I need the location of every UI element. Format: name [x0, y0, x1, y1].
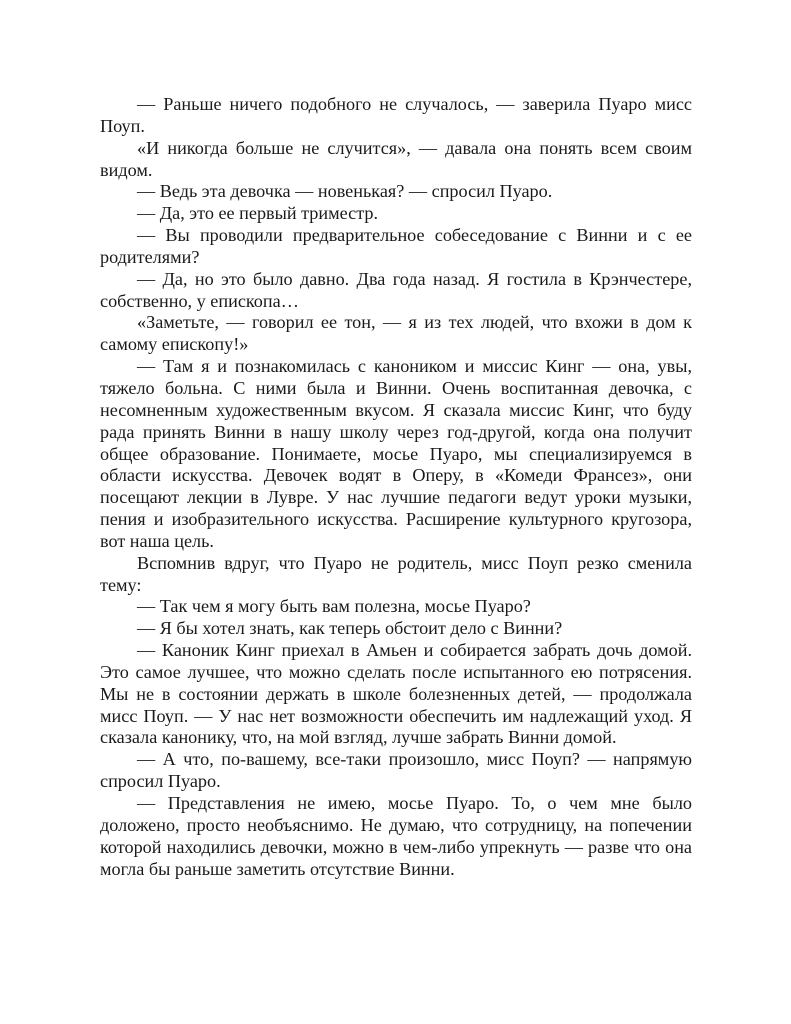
paragraph: — Каноник Кинг приехал в Амьен и собирается забрать дочь домой. Это самое лучшее, что можно сделать после испытанного ею потрясения. Мы не в состоянии держать в школе болезненных детей, — продолжала мисс Поуп. — У нас нет возможности обеспечить им надлежащий уход. Я сказала канонику, что, на мой взгляд, лучше забрать Винни домой.	[100, 640, 692, 748]
paragraph: — А что, по-вашему, все-таки произошло, мисс Поуп? — напрямую спросил Пуаро.	[100, 749, 692, 792]
paragraph: — Да, но это было давно. Два года назад. Я гостила в Крэнчестере, собственно, у епископа…	[100, 268, 692, 311]
paragraph: «Заметьте, — говорил ее тон, — я из тех людей, что вхожи в дом к самому епископу!»	[100, 312, 692, 355]
paragraph: — Раньше ничего подобного не случалось, — заверила Пуаро мисс Поуп.	[100, 94, 692, 136]
paragraph: «И никогда больше не случится», — давала она понять всем своим видом.	[100, 137, 692, 180]
paragraph: — Я бы хотел знать, как теперь обстоит дело с Винни?	[137, 618, 563, 639]
paragraph: — Так чем я могу быть вам полезна, мосье Пуаро?	[137, 596, 531, 617]
paragraph: — Да, это ее первый триместр.	[137, 203, 379, 224]
paragraph: — Ведь эта девочка — новенькая? — спросил Пуаро.	[137, 181, 553, 202]
paragraph: — Представления не имею, мосье Пуаро. То, о чем мне было доложено, просто необъяснимо. Не думаю, что сотрудницу, на попечении которой находились девочки, можно в чем-либо упрекнуть — разве что она могла бы раньше заметить отсутствие Винни.	[100, 793, 692, 879]
paragraph: Вспомнив вдруг, что Пуаро не родитель, мисс Поуп резко сменила тему:	[100, 552, 692, 595]
body-text	[100, 94, 692, 880]
paragraph: — Вы проводили предварительное собеседование с Винни и с ее родителями?	[100, 225, 692, 267]
paragraph: — Там я и познакомилась с каноником и миссис Кинг — она, увы, тяжело больна. С ними была и Винни. Очень воспитанная девочка, с несомненным художественным вкусом. Я сказала миссис Кинг, что буду рада принять Винни в нашу школу через год-другой, когда она получит общее образование. Понимаете, мосье Пуаро, мы специализируемся в области искусства. Девочек водят в Оперу, в «Комеди Франсез», они посещают лекции в Лувре. У нас лучшие педагоги ведут уроки музыки, пения и изобразительного искусства. Расширение культурного кругозора, вот наша цель.	[100, 356, 692, 551]
